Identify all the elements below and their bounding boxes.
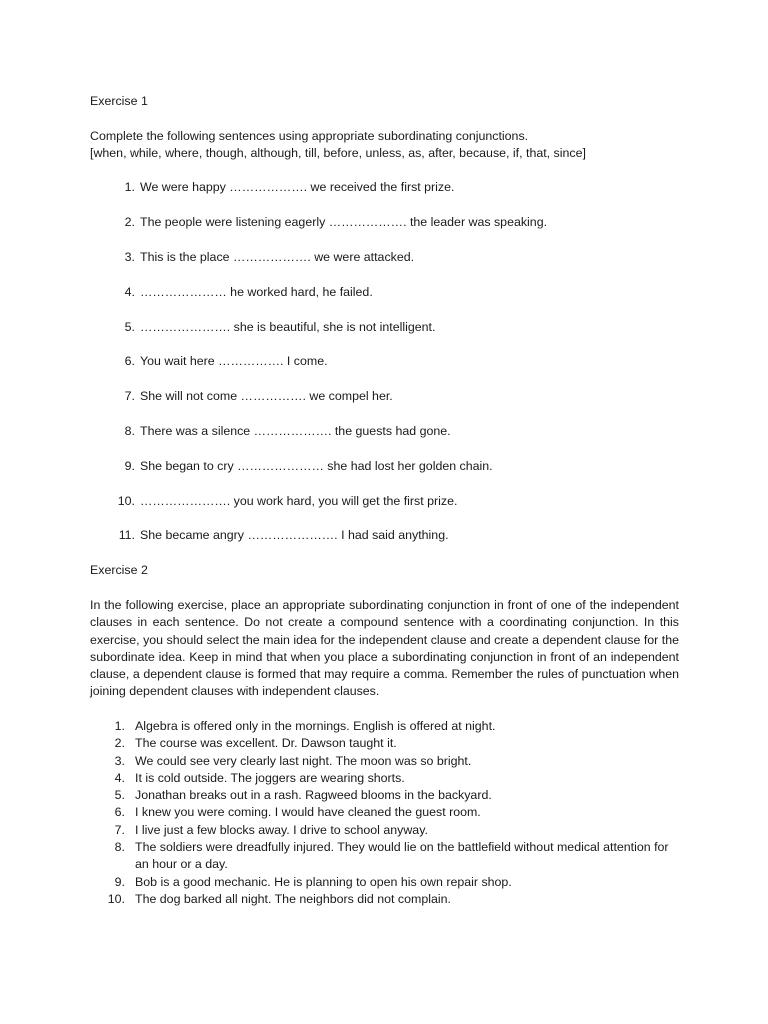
exercise1-item-5	[90, 319, 435, 335]
item-text: ………………… he worked hard, he failed.	[140, 285, 373, 299]
item-text: The soldiers were dreadfully injured. They would lie on the battlefield without medical attention for an hour or a day.	[135, 840, 669, 872]
exercise2-list	[90, 718, 679, 908]
list-item	[90, 874, 679, 891]
item-text: I live just a few blocks away. I drive to school anyway.	[135, 822, 428, 837]
item-number: 5.	[124, 320, 135, 334]
item-number: 9.	[114, 874, 125, 889]
exercise1-item-9	[90, 458, 493, 474]
item-text: This is the place ………………. we were attacked.	[140, 250, 415, 264]
list-item	[90, 735, 679, 752]
exercise1-word-bank: [when, while, where, though, although, till, before, unless, as, after, because, if, that, since]	[90, 146, 586, 160]
item-text: The course was excellent. Dr. Dawson taught it.	[135, 736, 397, 751]
item-text: Jonathan breaks out in a rash. Ragweed blooms in the backyard.	[135, 788, 492, 803]
item-text: It is cold outside. The joggers are wearing shorts.	[135, 770, 405, 785]
item-number: 4.	[114, 770, 125, 785]
item-number: 10.	[107, 891, 125, 906]
list-item	[90, 718, 679, 735]
list-item	[90, 787, 679, 804]
item-text: …………………. she is beautiful, she is not intelligent.	[140, 320, 436, 334]
exercise1-item-4	[90, 284, 373, 300]
item-text: The dog barked all night. The neighbors did not complain.	[135, 891, 451, 906]
list-item	[90, 804, 679, 821]
item-number: 10.	[117, 494, 135, 508]
list-item	[90, 891, 679, 908]
exercise1-item-7	[90, 388, 393, 404]
item-text: There was a silence ………………. the guests had gone.	[140, 424, 451, 438]
document-page	[90, 0, 679, 1024]
item-number: 9.	[124, 459, 135, 473]
item-number: 7.	[124, 389, 135, 403]
item-number: 11.	[118, 528, 135, 542]
item-number: 2.	[124, 215, 135, 229]
item-number: 1.	[124, 180, 135, 194]
exercise1-item-6	[90, 353, 328, 369]
list-item	[90, 839, 679, 874]
item-text: The people were listening eagerly ………………. the leader was speaking.	[140, 215, 548, 229]
item-text: …………………. you work hard, you will get the first prize.	[140, 494, 458, 508]
item-number: 6.	[114, 805, 125, 820]
item-text: Bob is a good mechanic. He is planning to open his own repair shop.	[135, 874, 512, 889]
item-text: She became angry …………………. I had said anything.	[140, 528, 449, 542]
item-number: 3.	[124, 250, 135, 264]
item-number: 7.	[114, 822, 125, 837]
item-number: 2.	[114, 736, 125, 751]
item-number: 8.	[114, 840, 125, 855]
exercise2-instructions: In the following exercise, place an appropriate subordinating conjunction in front of one of the independent clauses in each sentence. Do not create a compound sentence with a coordinating conjunction. In this exercise, you should select the main idea for the independent clause and create a dependent clause for the subordinate idea. Keep in mind that when you place a subordinating conjunction in front of an independent clause, a dependent clause is formed that may require a comma. Remember the rules of punctuation when joining dependent clauses with independent clauses.	[90, 598, 679, 699]
item-number: 3.	[114, 753, 125, 768]
exercise2-title: Exercise 2	[90, 563, 148, 577]
item-number: 1.	[114, 719, 125, 733]
item-text: We could see very clearly last night. The moon was so bright.	[135, 753, 472, 768]
item-text: She will not come ……………. we compel her.	[140, 389, 393, 403]
exercise1-item-1	[90, 179, 454, 195]
list-item	[90, 753, 679, 770]
exercise1-item-10	[90, 493, 457, 509]
item-number: 6.	[124, 354, 135, 368]
exercise1-item-11	[90, 527, 449, 543]
item-text: She began to cry ………………… she had lost her golden chain.	[140, 459, 493, 473]
item-text: I knew you were coming. I would have cleaned the guest room.	[135, 805, 481, 820]
exercise1-item-3	[90, 249, 414, 265]
list-item	[90, 822, 679, 839]
exercise1-instruction: Complete the following sentences using appropriate subordinating conjunctions.	[90, 129, 529, 143]
item-number: 4.	[124, 285, 135, 299]
list-item	[90, 770, 679, 787]
item-text: Algebra is offered only in the mornings. English is offered at night.	[135, 719, 496, 733]
item-number: 8.	[124, 424, 135, 438]
exercise1-item-2	[90, 214, 547, 230]
item-text: We were happy ………………. we received the first prize.	[140, 180, 455, 194]
exercise1-title: Exercise 1	[90, 94, 148, 108]
item-text: You wait here ……………. I come.	[140, 354, 328, 368]
exercise1-item-8	[90, 423, 451, 439]
item-number: 5.	[114, 788, 125, 803]
